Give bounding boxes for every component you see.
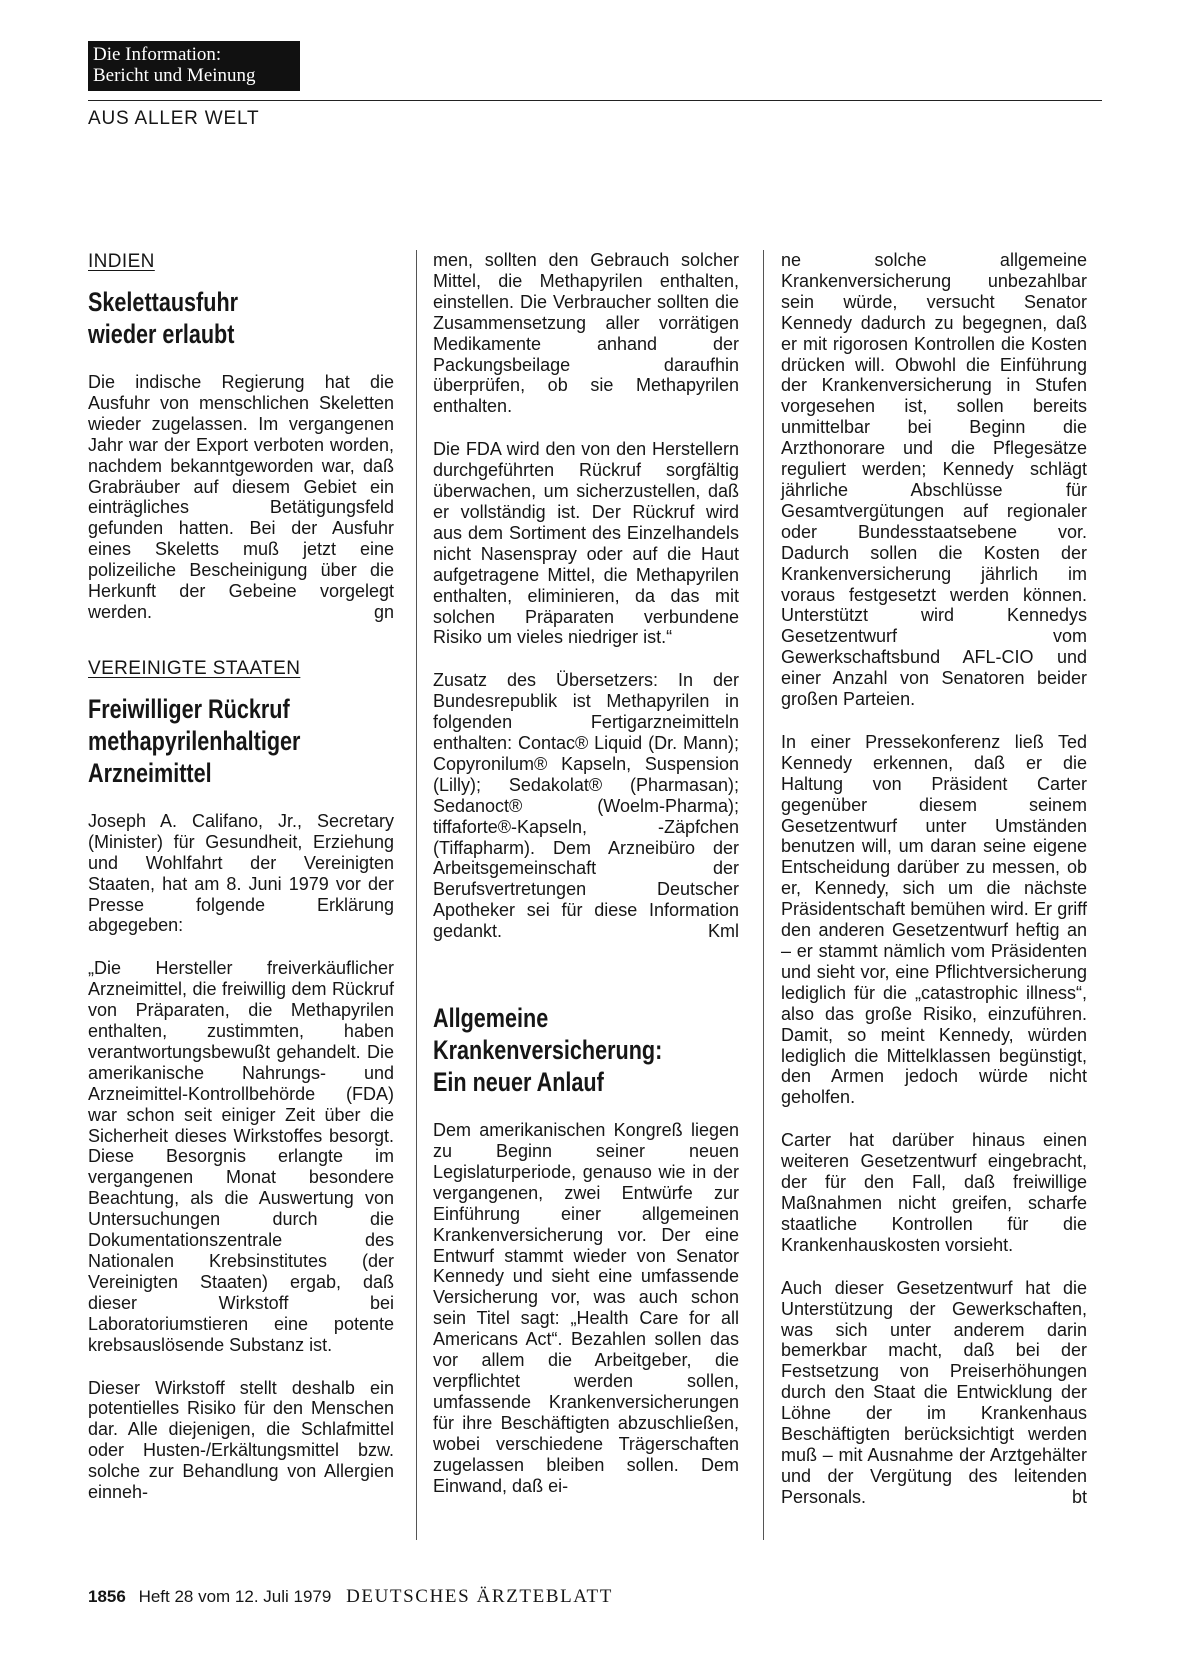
paragraph: Die FDA wird den von den Herstellern durchgeführten Rückruf sorgfältig überwachen, um sicherzustellen, daß er vollständig ist. Der Rückruf wird aus dem Sortiment des Einzelhandels nicht Nasenspray oder auf die Haut aufgetragene Mittel, die Methapyrilen enthalten, eliminieren, da das mit solchen Präparaten verbundene Risiko um vieles niedriger ist.“ <box>433 439 739 648</box>
headline-line: wieder erlaubt <box>88 319 235 349</box>
paragraph-text: Auch dieser Gesetzentwurf hat die Unterstützung der Gewerkschaften, was sich unter anderem darin bemerkbar macht, daß bei der Festsetzung von Preiserhöhungen durch den Staat die Entwicklung der Löhne der im Krankenhaus Beschäftigten berücksichtigt werden muß – mit Ausnahme der Arztgehälter und der Vergütung des leitenden Personals. <box>781 1277 1087 1507</box>
column-divider-2 <box>763 250 764 1540</box>
column-2 <box>433 250 739 1518</box>
kicker-usa: VEREINIGTE STAATEN <box>88 657 301 679</box>
header-rule <box>88 100 1102 101</box>
author-initials: Kml <box>708 921 739 942</box>
paragraph <box>781 1278 1087 1508</box>
kicker-indien: INDIEN <box>88 251 155 272</box>
paragraph: Carter hat darüber hinaus einen weiteren Gesetzentwurf eingebracht, der für den Fall, daß freiwillige Maßnahmen nicht greifen, scharfe staatliche Kontrollen für die Krankenhauskosten vorsieht. <box>781 1130 1087 1255</box>
paragraph-text: Zusatz des Übersetzers: In der Bundesrepublik ist Methapyrilen in folgenden Fertigarzneimitteln enthalten: Contac® Liquid (Dr. Mann); Copyronilum® Kapseln, Suspension (Lilly); Sedakolat® (Pharmasan); Sedanoct® (Woelm-Pharma); tiffaforte®-Kapseln, -Zäpfchen (Tiffapharm). Dem Arzneibüro der Arbeitsgemeinschaft der Berufsvertretungen Deutscher Apotheker sei für diese Information gedankt. <box>433 670 739 942</box>
headline-line: Krankenversicherung: <box>433 1035 663 1066</box>
section-label: AUS ALLER WELT <box>88 108 260 129</box>
paragraph-text: Die indische Regierung hat die Ausfuhr von menschlichen Skeletten wieder zugelassen. Im vergangenen Jahr war der Export verboten worden, nachdem bekanntgeworden war, daß Grabräuber auf diesem Gebiet ein einträgliches Betätigungsfeld gefunden hatten. Bei der Ausfuhr eines Skeletts muß jetzt eine polizeiliche Bescheinigung über die Herkunft der Gebeine vorgelegt werden. <box>88 372 394 622</box>
headline-line: methapyrilenhaltiger <box>88 725 301 756</box>
headline-line: Ein neuer Anlauf <box>433 1067 604 1098</box>
headline-line: Freiwilliger Rückruf <box>88 693 290 724</box>
paragraph: Dem amerikanischen Kongreß liegen zu Beginn seiner neuen Legislaturperiode, genauso wie in der vergangenen, zwei Entwürfe zur Einführung einer allgemeinen Krankenversicherung vor. Der eine Entwurf stammt wieder von Senator Kennedy und sieht eine umfassende Versicherung vor, was auch schon sein Titel sagt: „Health Care for all Americans Act“. Bezahlen sollen das vor allem die Arbeitgeber, die verpflichtet werden sollen, umfassende Krankenversicherungen für ihre Beschäftigten abzuschließen, wobei verschiedene Trägerschaften zugelassen bleiben sollen. Dem Einwand, daß ei- <box>433 1120 739 1496</box>
headline-line: Arzneimittel <box>88 757 212 788</box>
column-3 <box>781 250 1087 1530</box>
journal-name: DEUTSCHES ÄRZTEBLATT <box>346 1586 613 1607</box>
headline-usa <box>88 693 394 789</box>
paragraph: ne solche allgemeine Krankenversicherung unbezahlbar sein würde, versucht Senator Kennedy dadurch zu begegnen, daß er mit rigorosen Kontrollen die Kosten drücken will. Obwohl die Einführung der Krankenversicherung in Stufen vorgesehen ist, sollen bereits unmittelbar bei Beginn die Arzthonorare und die Pflegesätze reguliert werden; Kennedy schlägt jährliche Abschlüsse für Gesamtvergütungen auf regionaler oder Bundesstaatsebene vor. Dadurch sollen die Kosten der Krankenversicherung jährlich im voraus festgesetzt werden können. Unterstützt wird Kennedys Gesetzentwurf vom Gewerkschaftsbund AFL-CIO und einer Anzahl von Senatoren beider großen Parteien. <box>781 250 1087 710</box>
paragraph: Dieser Wirkstoff stellt deshalb ein potentielles Risiko für den Menschen dar. Alle diejenigen, die Schlafmittel oder Husten-/Erkältungsmittel bzw. solche zur Behandlung von Allergien einneh- <box>88 1377 394 1503</box>
author-initials: gn <box>373 601 394 622</box>
paragraph: Joseph A. Califano, Jr., Secretary (Minister) für Gesundheit, Erziehung und Wohlfahrt der Vereinigten Staaten, hat am 8. Juni 1979 vor der Presse folgende Erklärung abgegeben: <box>88 810 394 936</box>
rubric-box <box>88 41 300 91</box>
headline-line: Allgemeine <box>433 1003 549 1034</box>
page-number: 1856 <box>88 1587 126 1606</box>
paragraph: „Die Hersteller freiverkäuflicher Arzneimittel, die freiwillig dem Rückruf von Präparaten, die Methapyrilen enthalten, zustimmten, haben verantwortungsbewußt gehandelt. Die amerikanische Nahrungs- und Arzneimittel-Kontrollbehörde (FDA) war schon seit einiger Zeit über die Sicherheit dieses Wirkstoffes besorgt. Diese Besorgnis erlangte im vergangenen Monat besondere Beachtung, als die Auswertung von Untersuchungen durch die Dokumentationszentrale des Nationalen Krebsinstitutes (der Vereinigten Staaten) ergab, daß dieser Wirkstoff bei Laboratoriumstieren eine potente krebsauslösende Substanz ist. <box>88 958 394 1355</box>
rubric-line-1: Die Information: <box>93 44 222 65</box>
paragraph: men, sollten den Gebrauch solcher Mittel, die Methapyrilen enthalten, einstellen. Die Verbraucher sollten die Zusammensetzung aller vorrätigen Medikamente anhand der Packungsbeilage daraufhin überprüfen, ob sie Methapyrilen enthalten. <box>433 250 739 417</box>
paragraph <box>433 670 739 942</box>
headline-indien <box>88 286 394 350</box>
rubric-line-2: Bericht und Meinung <box>93 65 256 86</box>
author-initials: bt <box>1071 1486 1087 1507</box>
headline-line: Skelettausfuhr <box>88 287 239 317</box>
paragraph <box>88 372 394 623</box>
column-divider-1 <box>416 250 417 1540</box>
headline-kranken <box>433 1002 739 1098</box>
paragraph: In einer Pressekonferenz ließ Ted Kennedy erkennen, daß er die Haltung von Präsident Carter gegenüber diesem seinem Gesetzentwurf unter Umständen benutzen will, um daran seine eigene Entscheidung darüber zu messen, ob er, Kennedy, sich um die nächste Präsidentschaft bemühen wird. Er griff den anderen Gesetzentwurf heftig an – er stammt nämlich vom Präsidenten und sieht vor, eine Pflichtversicherung lediglich für die „catastrophic illness“, also das große Risiko, einzuführen. Damit, so meint Kennedy, würden lediglich die Mittelklassen begünstigt, den Armen jedoch würde nicht geholfen. <box>781 731 1087 1108</box>
page-footer <box>88 1586 613 1608</box>
issue-info: Heft 28 vom 12. Juli 1979 <box>138 1587 332 1606</box>
column-1 <box>88 250 394 1525</box>
